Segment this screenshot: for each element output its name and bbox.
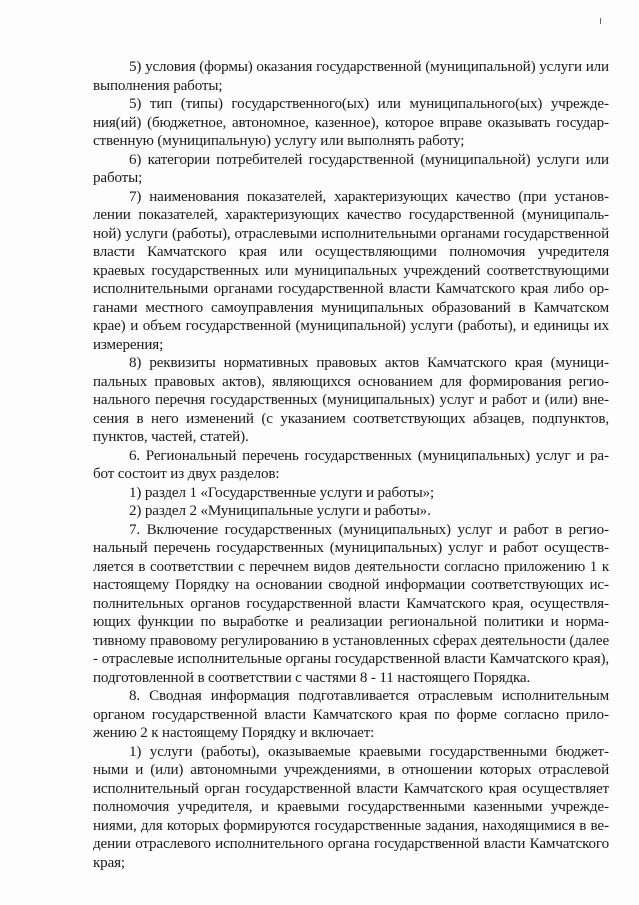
paragraph: 1) услуги (работы), оказываемые краевыми государственными бюджетными и (или) автономными учреждениями, в отношении которых отраслевой исполнительный орган государственной власти Камчатского края осуществляет полномочия учредителя, и краевыми государственными казенными учреждениями, для которых формируются государственные задания, находящимися в ведении отраслевого исполнительного органа государственной власти Камчатского края; <box>93 743 609 871</box>
paragraph: 8. Сводная информация подготавливается отраслевым исполнительным органом государственной власти Камчатского края по форме согласно приложению 2 к настоящему Порядку и включает: <box>93 688 609 741</box>
paragraph: 8) реквизиты нормативных правовых актов Камчатского края (муниципальных правовых актов), являющихся основанием для формирования регионального перечня государственных (муниципальных) услуг и работ и (или) внесения в него изменений (с указанием соответствующих абзацев, подпунктов, пунктов, частей, статей). <box>93 355 609 445</box>
paragraph: 1) раздел 1 «Государственные услуги и работы»; <box>129 484 435 501</box>
paragraph: 6) категории потребителей государственной (муниципальной) услуги или работы; <box>93 151 609 186</box>
paragraph: 7. Включение государственных (муниципальных) услуг и работ в региональный перечень государственных (муниципальных) услуг и работ осуществляется в соответствии с перечнем видов деятельности согласно приложению 1 к настоящему Порядку на основании сводной информации соответствующих исполнительных органов государственной власти Камчатского края, осуществляющих функции по выработке и реализации региональной политики и нормативному правовому регулированию в установленных сферах деятельности (далее - отраслевые исполнительные органы государственной власти Камчатского края), подготовленной в соответствии с частями 8 - 11 настоящего Порядка. <box>93 521 609 686</box>
paragraph: 5) условия (формы) оказания государственной (муниципальной) услуги или выполнения работы; <box>93 59 609 94</box>
paragraph: 6. Региональный перечень государственных (муниципальных) услуг и работ состоит из двух разделов: <box>93 447 609 482</box>
scan-mark <box>600 18 601 24</box>
paragraph: 5) тип (типы) государственного(ых) или муниципального(ых) учреждения(ий) (бюджетное, автономное, казенное), которое вправе оказывать государственную (муниципальную) услугу или выполнять работу; <box>93 96 609 149</box>
paragraph: 7) наименования показателей, характеризующих качество (при установлении показателей, характеризующих качество государственной (муниципальной) услуги (работы), отраслевыми исполнительными органами государственной власти Камчатского края или осуществляющими полномочия учредителя краевых государственных или муниципальных учреждений соответствующими исполнительными органами государственной власти Камчатского края либо органами местного самоуправления муниципальных образований в Камчатском крае) и объем государственной (муниципальной) услуги (работы), и единицы их измерения; <box>93 188 609 353</box>
paragraph: 2) раздел 2 «Муниципальные услуги и работы». <box>129 503 431 519</box>
document-body <box>93 58 609 872</box>
